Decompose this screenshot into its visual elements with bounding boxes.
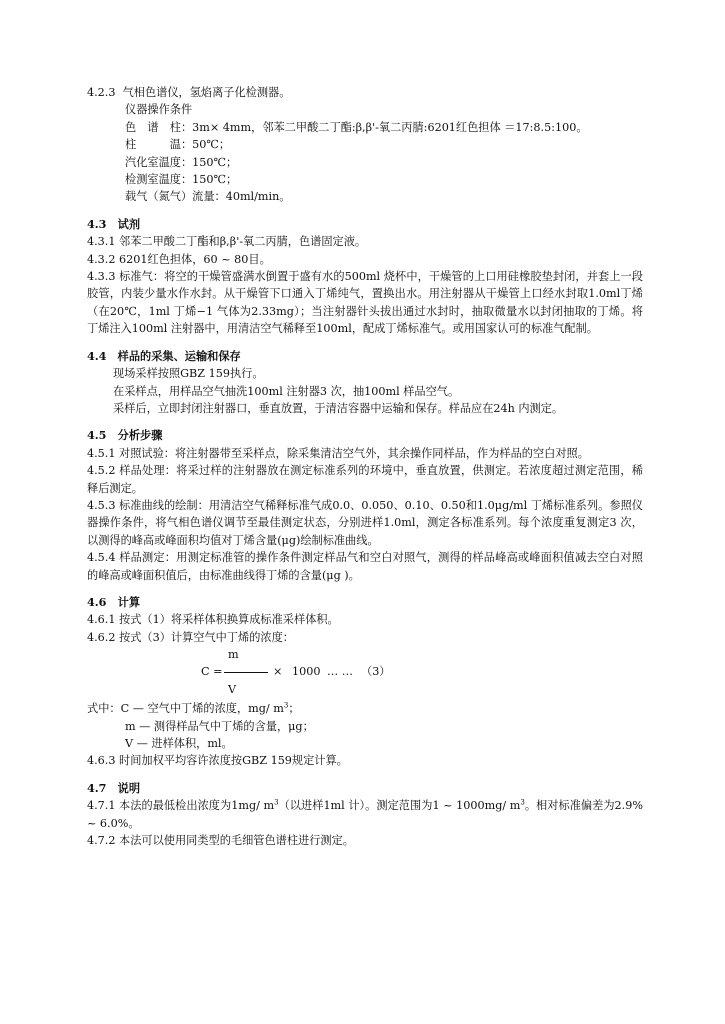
section-4-4-p1: 现场采样按照GBZ 159执行。 (113, 367, 264, 381)
formula-times: × (273, 665, 283, 679)
section-4-4-p3: 采样后，立即封闭注射器口，垂直放置，于清洁容器中运输和保存。样品应在24h 内测定。 (113, 401, 564, 415)
section-4-6-3: 4.6.3 时间加权平均容许浓度按GBZ 159规定计算。 (87, 754, 348, 768)
document-page (87, 84, 643, 849)
instrument-conditions-title: 仪器操作条件 (125, 103, 193, 117)
formula-numerator: m (228, 648, 239, 662)
section-4-5-3: 4.5.3 标准曲线的绘制：用清洁空气稀释标准气成0.0、0.050、0.10、0.50和1.0μg/ml 丁烯标准系列。参照仪器操作条件，将气相色谱仪调节至最佳测定状态，分别进样1.0ml，测定各标准系列。每个浓度重复测定3 次，以测得的峰高或峰面积均值对丁烯含量(μg)绘制标准曲线。 (87, 498, 643, 547)
column-temperature: 柱 温：50℃； (125, 138, 231, 152)
formula-3 (87, 646, 643, 700)
section-4-5-2: 4.5.2 样品处理：将采过样的注射器放在测定标准系列的环境中，垂直放置，供测定。若浓度超过测定范围，稀释后测定。 (87, 464, 643, 495)
section-4-7-heading: 4.7 说明 (87, 780, 141, 795)
section-4-5-1: 4.5.1 对照试验：将注射器带至采样点，除采集清洁空气外，其余操作同样品，作为样品的空白对照。 (87, 446, 589, 460)
section-4-5-heading: 4.5 分析步骤 (87, 428, 163, 443)
variable-c: 式中：C — 空气中丁烯的浓度，mg/ $m^3$； (87, 701, 300, 716)
section-4-6-2: 4.6.2 按式（3）计算空气中丁烯的浓度： (87, 630, 294, 644)
section-4-3-1: 4.3.1 邻苯二甲酸二丁酯和β,β'-氧二丙腈，色谱固定液。 (87, 235, 367, 249)
column-condition: 色 谱 柱：3m× 4mm，邻苯二甲酸二丁酯:β,β'-氧二丙腈:6201红色担体 ＝17:8.5:100。 (125, 120, 588, 134)
section-4-7-2: 4.7.2 本法可以使用同类型的毛细管色谱柱进行测定。 (87, 834, 354, 848)
section-4-5-4: 4.5.4 样品测定：用测定标准管的操作条件测定样品气和空白对照气，测得的样品峰高或峰面积值减去空白对照的峰高或峰面积值后，由标准曲线得丁烯的含量(μg )。 (87, 551, 643, 582)
variable-m: m — 测得样品气中丁烯的含量，μg； (125, 719, 314, 733)
formula-denominator: V (228, 683, 237, 697)
section-4-3-2: 4.3.2 6201红色担体，60 ~ 80目。 (87, 252, 271, 266)
detector-temperature: 检测室温度：150℃； (125, 173, 238, 187)
carrier-gas-flow: 载气（氮气）流量：40ml/min。 (125, 190, 291, 204)
section-4-3-3: 4.3.3 标准气：将空的干燥管盛满水倒置于盛有水的500ml 烧杯中，干燥管的上口用硅橡胶垫封闭，并套上一段胶管，内装少量水作水封。从干燥管下口通入丁烯纯气，置换出水。用注射器从干燥管上口经水封取1.0ml丁烯（在20℃，1ml 丁烯−1 气体为2.33mg）；当注射器针头拔出通过水封时，抽取微量水以封闭抽取的丁烯。将丁烯注入100ml 注射器中，用清洁空气稀释至100ml，配成丁烯标准气。或用国家认可的标准气配制。 (87, 270, 643, 336)
formula-dots: … … (327, 665, 353, 679)
formula-lhs: C = (201, 665, 223, 679)
section-4-6-1: 4.6.1 按式（1）将采样体积换算成标准采样体积。 (87, 613, 339, 627)
formula-factor: 1000 (292, 665, 321, 679)
section-4-6-heading: 4.6 计算 (87, 594, 141, 609)
section-4-4-p2: 在采样点，用样品空气抽洗100ml 注射器3 次，抽100ml 样品空气。 (113, 384, 460, 398)
formula-equation-number: （3） (361, 665, 391, 679)
vaporizer-temperature: 汽化室温度：150℃； (125, 155, 238, 169)
section-4-2-3-title: 4.2.3 气相色谱仪，氢焰离子化检测器。 (87, 86, 291, 99)
section-4-3-heading: 4.3 试剂 (87, 216, 141, 231)
section-4-7-1: 4.7.1 本法的最低检出浓度为1mg/ $m^3$（以进样1ml 计）。测定范围为1 ~ 1000mg/ $m^3$。相对标准偏差为2.9% ~ 6.0%。 (87, 798, 643, 830)
variable-v: V — 进样体积，ml。 (125, 737, 233, 750)
fraction-bar (224, 672, 268, 673)
section-4-4-heading: 4.4 样品的采集、运输和保存 (87, 348, 241, 363)
